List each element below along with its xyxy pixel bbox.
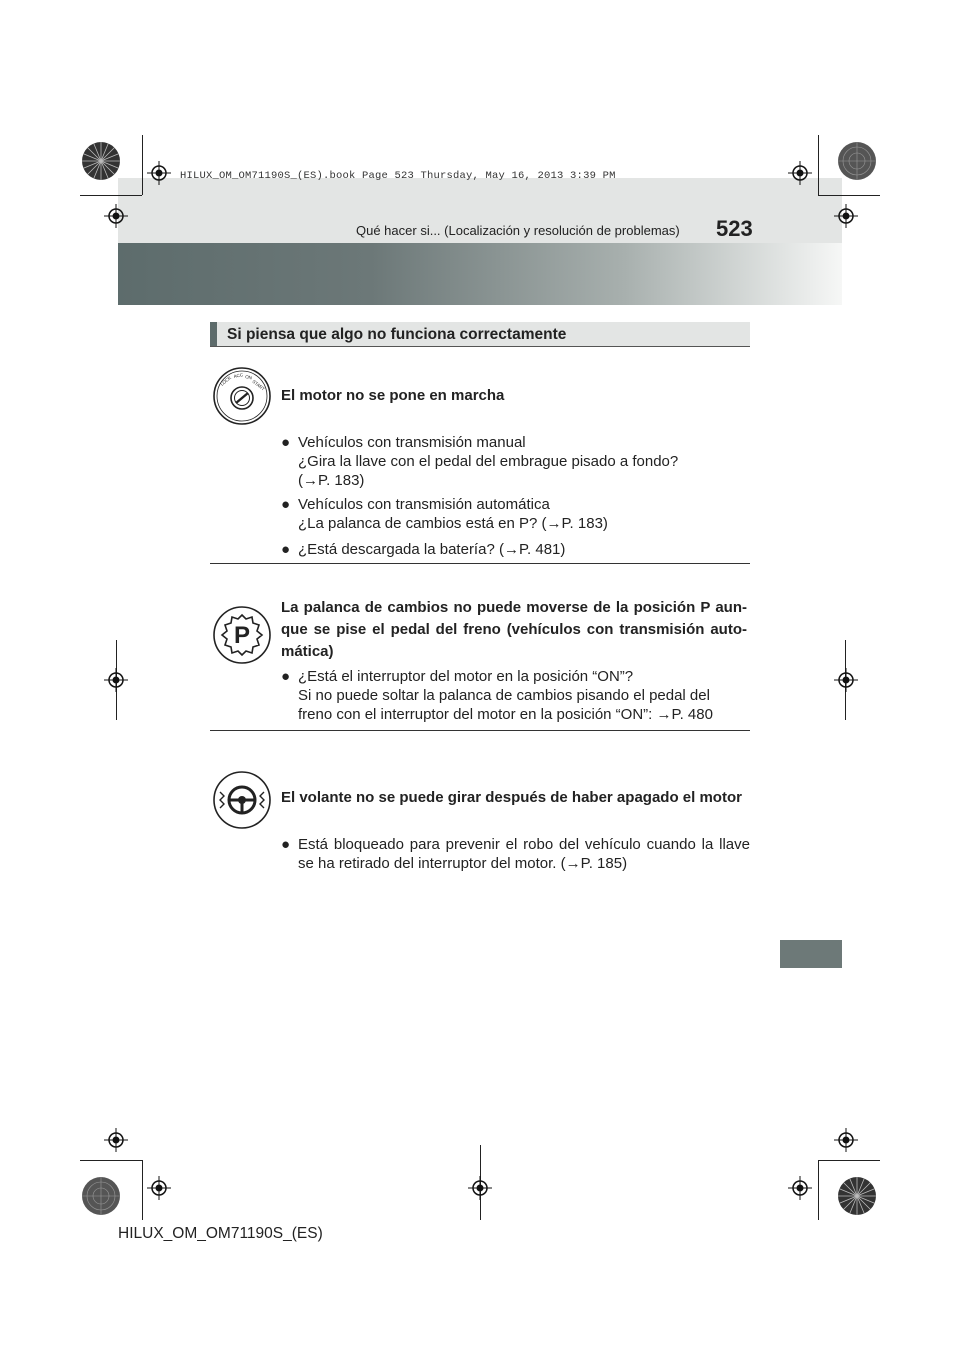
chapter-banner <box>118 243 842 305</box>
starburst-mark-icon <box>837 1176 877 1216</box>
bullet-line: Vehículos con transmisión automática <box>298 496 550 513</box>
page-number: 523 <box>716 216 753 241</box>
item-title: La palanca de cambios no puede moverse de la posición P aun- <box>281 599 747 616</box>
registration-mark-icon <box>104 1128 128 1152</box>
steering-lock-icon <box>212 770 272 830</box>
chapter-side-tab <box>780 940 842 968</box>
registration-mark-icon <box>147 1176 171 1200</box>
bullet-line: ¿La palanca de cambios está en P? (→P. 183) <box>298 515 608 532</box>
section-subheading <box>210 322 750 347</box>
item-title: El motor no se pone en marcha <box>281 387 505 404</box>
section-title: Qué hacer si... (Localización y resolución de problemas) <box>356 223 680 238</box>
item-title: mática) <box>281 643 334 660</box>
bullet-line: ¿Gira la llave con el pedal del embrague pisado a fondo? <box>298 453 679 470</box>
bullet-line: freno con el interruptor del motor en la posición “ON”: →P. 480 <box>298 706 713 723</box>
registration-mark-icon <box>147 161 171 185</box>
ignition-label-start: START <box>251 378 266 392</box>
starburst-mark-icon <box>81 1176 121 1216</box>
print-stamp: HILUX_OM_OM71190S_(ES).book Page 523 Thursday, May 16, 2013 3:39 PM <box>180 170 616 182</box>
registration-mark-icon <box>834 1128 858 1152</box>
bullet-dot: ● <box>281 836 291 853</box>
subheading-accent-bar <box>210 322 217 346</box>
park-letter: P <box>233 622 251 649</box>
ignition-label-on: ON <box>244 374 253 381</box>
bullet-line: ¿Está el interruptor del motor en la posición “ON”? <box>298 668 634 685</box>
registration-mark-icon <box>834 204 858 228</box>
ignition-switch-icon <box>212 366 272 426</box>
registration-mark-icon <box>104 204 128 228</box>
subheading-text: Si piensa que algo no funciona correctamente <box>227 326 567 343</box>
footer-doc-id: HILUX_OM_OM71190S_(ES) <box>118 1225 323 1242</box>
divider <box>210 563 750 564</box>
bullet-line: Está bloqueado para prevenir el robo del vehículo cuando la llave <box>298 836 750 853</box>
divider <box>210 730 750 731</box>
bullet-dot: ● <box>281 668 291 685</box>
registration-mark-icon <box>788 161 812 185</box>
bullet-dot: ● <box>281 496 291 513</box>
bullet-line: se ha retirado del interruptor del motor. (→P. 185) <box>298 855 628 872</box>
registration-mark-icon <box>788 1176 812 1200</box>
registration-mark-icon <box>834 668 858 692</box>
item-title: El volante no se puede girar después de haber apagado el motor <box>281 789 742 806</box>
bullet-line: (→P. 183) <box>298 472 365 489</box>
starburst-mark-icon <box>81 141 121 181</box>
bullet-dot: ● <box>281 434 291 451</box>
park-gear-icon <box>212 605 272 665</box>
bullet-dot: ● <box>281 541 291 558</box>
registration-mark-icon <box>468 1176 492 1200</box>
registration-mark-icon <box>104 668 128 692</box>
ignition-label-lock: LOCK <box>219 375 233 387</box>
ignition-label-acc: ACC <box>233 372 244 379</box>
starburst-mark-icon <box>837 141 877 181</box>
bullet-line: Vehículos con transmisión manual <box>298 434 526 451</box>
bullet-line: Si no puede soltar la palanca de cambios pisando el pedal del <box>298 687 710 704</box>
item-title: que se pise el pedal del freno (vehículos con transmisión auto- <box>281 621 747 638</box>
bullet-line: ¿Está descargada la batería? (→P. 481) <box>298 541 566 558</box>
